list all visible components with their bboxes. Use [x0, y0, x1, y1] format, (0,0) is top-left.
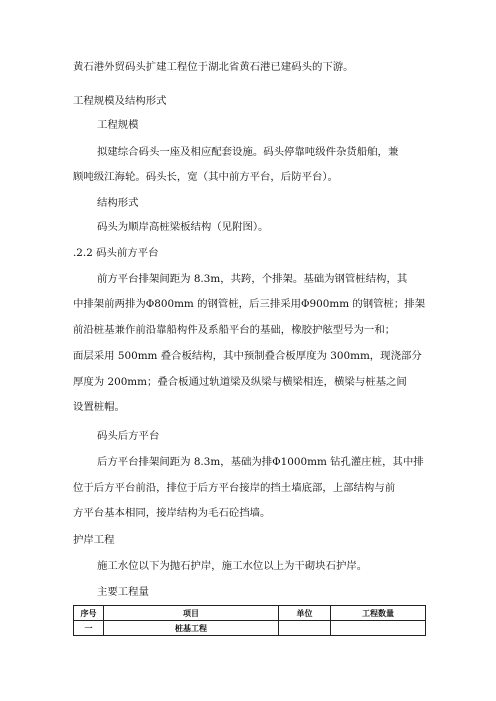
cell-index: 一: [74, 621, 104, 636]
scale-paragraph-line-2: 顾吨级江海轮。码头长，宽（其中前方平台，后防平台）。: [73, 171, 338, 183]
front-paragraph-line-3: 前沿桩基兼作前沿靠船构件及系船平台的基础，橡胶护舷型号为一和；: [73, 324, 396, 336]
heading-scale: 工程规模: [97, 119, 139, 131]
quantities-table: [73, 605, 426, 636]
front-paragraph-line-4: 面层采用 500mm 叠合板结构，其中预制叠合板厚度为 300mm，现浇部分: [73, 350, 422, 362]
front-paragraph-line-5: 厚度为 200mm；叠合板通过轨道梁及纵梁与横梁相连，横梁与桩基之间: [73, 376, 407, 388]
table-header-row: [74, 606, 426, 621]
heading-structure: 结构形式: [97, 197, 139, 209]
cell-quantity: [331, 621, 426, 636]
front-paragraph-line-1: 前方平台排架间距为 8.3m，共跨，个排架。基础为钢管桩结构，其: [97, 273, 408, 285]
cell-item: 桩基工程: [104, 621, 279, 636]
table-row: [74, 621, 426, 636]
scale-paragraph-line-1: 拟建综合码头一座及相应配套设施。码头停靠吨级件杂货船舶，兼: [97, 146, 399, 158]
front-paragraph-line-6: 设置桩帽。: [73, 401, 125, 413]
header-quantity: 工程数量: [331, 606, 426, 621]
heading-quantities: 主要工程量: [97, 586, 149, 598]
header-index: 序号: [74, 606, 104, 621]
heading-front-platform: .2.2 码头前方平台: [73, 247, 159, 259]
cell-unit: [279, 621, 331, 636]
rear-paragraph-line-3: 方平台基本相同，接岸结构为毛石砼挡墙。: [73, 507, 271, 519]
heading-scale-structure: 工程规模及结构形式: [73, 95, 167, 107]
header-unit: 单位: [279, 606, 331, 621]
structure-paragraph: 码头为顺岸高桩梁板结构（见附图）。: [97, 221, 269, 233]
heading-rear-platform: 码头后方平台: [97, 430, 160, 442]
rear-paragraph-line-1: 后方平台排架间距为 8.3m，基础为排Φ1000mm 钻孔灌庄桩，其中排: [97, 456, 424, 468]
rear-paragraph-line-2: 位于后方平台前沿，排位于后方平台接岸的挡土墙底部，上部结构与前: [73, 482, 396, 494]
intro-paragraph: 黄石港外贸码头扩建工程位于湖北省黄石港已建码头的下游。: [73, 61, 354, 73]
header-item: 项目: [104, 606, 279, 621]
front-paragraph-line-2: 中排架前两排为Φ800mm 的钢管桩，后三排采用Φ900mm 的钢管桩；排架: [73, 298, 426, 310]
revetment-paragraph: 施工水位以下为抛石护岸，施工水位以上为干砌块石护岸。: [97, 560, 368, 572]
heading-revetment: 护岸工程: [73, 534, 115, 546]
